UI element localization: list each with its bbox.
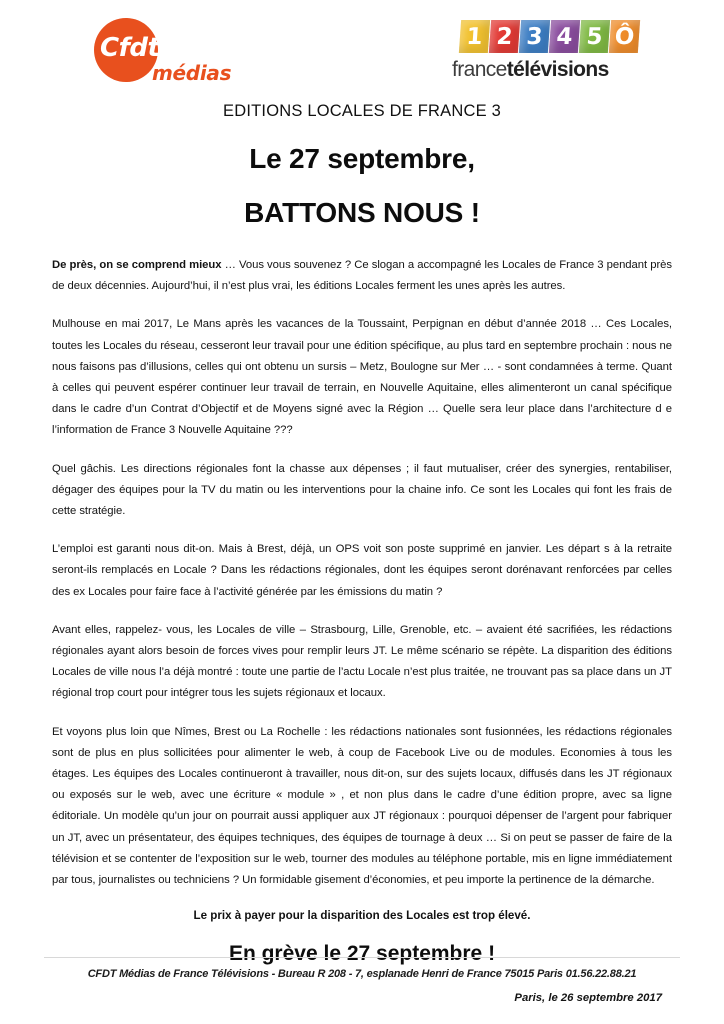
ftv-channel-1: 1	[459, 20, 490, 53]
document-signature: Paris, le 26 septembre 2017	[514, 992, 662, 1005]
page-title-line-2: BATTONS NOUS !	[244, 197, 480, 228]
ftv-channel-blocks	[460, 20, 642, 53]
paragraph-6: Et voyons plus loin que Nîmes, Brest ou La Rochelle : les rédactions nationales sont fusionnées, les rédactions régionales sont de plus en plus sollicitées pour alimenter le web, à coup de Facebook Live ou de modules. Economies à tous les étages. Les équipes des Locales continueront à travailler, nous dit-on, sur des sujets locaux, diffusés dans les JT régionaux ou exposés sur le web, avec une écriture « module » , et non plus dans le cadre d’une édition propre, avec sa ligne éditoriale. Un modèle qu’un jour on pourrait aussi appliquer aux JT régionaux : pourquoi dépenser de l’argent pour fabriquer un JT, avec un présentateur, des équipes techniques, des équipes de tournage à deux … Si on peut se passer de faire de la télévision et se contenter de l’exposition sur le web, tourner des modules au téléphone portable, mis en ligne immédiatement par tous, journalistes ou techniciens ? Un formidable gisement d’économies, et peu importe la pertinence de la démarche.	[52, 725, 672, 887]
closing-statement: Le prix à payer pour la disparition des Locales est trop élevé.	[193, 909, 531, 923]
document-header	[44, 0, 680, 98]
cfdt-wordmark: Cfdt:	[100, 33, 170, 63]
paragraph-1-lead: De près, on se comprend mieux	[52, 259, 222, 271]
ftv-wordmark-televisions: télévisions	[506, 58, 609, 81]
footer-contact-info: CFDT Médias de France Télévisions - Bureau R 208 - 7, esplanade Henri de France 75015 Paris 01.56.22.88.21	[87, 968, 637, 980]
paragraph-1	[52, 255, 672, 297]
ftv-channel-4: 4	[549, 20, 580, 53]
ftv-channel-2: 2	[489, 20, 520, 53]
strike-call-to-action: En grève le 27 septembre !	[228, 942, 496, 966]
cfdt-medias-logo	[94, 18, 284, 96]
paragraph-2: Mulhouse en mai 2017, Le Mans après les vacances de la Toussaint, Perpignan en début d’année 2018 … Ces Locales, toutes les Locales du réseau, cesseront leur travail pour une édition spécifique, au plus tard en septembre prochain : nous ne nous faisons pas d’illusions, celles qui ont obtenu un sursis – Metz, Boulogne sur Mer … - sont condamnées à terme. Quant à celles qui peuvent espérer continuer leur travail de terrain, en Nouvelle Aquitaine, elles alimenteront un canal spécifique dans le cadre d’un Contrat d’Objectif et de Moyens signé avec la Région … Quelle sera leur place dans l’architecture d e l’information de France 3 Nouvelle Aquitaine ???	[52, 318, 672, 437]
france-televisions-logo	[452, 20, 642, 82]
document-footer	[44, 957, 680, 980]
paragraph-5: Avant elles, rappelez- vous, les Locales de ville – Strasbourg, Lille, Grenoble, etc. – avaient été sacrifiées, les rédactions régionales ayant alors besoin de forces vives pour remplir leurs JT. Le même scénario se répète. La disparition des éditions Locales de ville nous l’a déjà montré : toute une partie de l’actu Locale n’est plus traitée, ne trouvant pas sa place dans un JT régional trop court pour intégrer tous les sujets régionaux et locaux.	[52, 623, 672, 700]
ftv-wordmark	[452, 58, 642, 82]
ftv-wordmark-france: france	[452, 58, 507, 81]
cfdt-medias-wordmark: médias	[152, 61, 232, 85]
page-title-line-1: Le 27 septembre,	[249, 143, 475, 174]
footer-divider	[44, 957, 680, 958]
ftv-channel-5: 5	[579, 20, 610, 53]
ftv-channel-outremer: Ô	[609, 20, 640, 53]
paragraph-1-rest: … Vous vous souvenez ? Ce slogan a accompagné les Locales de France 3 pendant près de deux décennies. Aujourd’hui, il n’est plus vrai, les éditions Locales ferment les unes après les autres.	[52, 259, 672, 293]
document-kicker: EDITIONS LOCALES DE FRANCE 3	[223, 102, 501, 120]
paragraph-4: L’emploi est garanti nous dit-on. Mais à Brest, déjà, un OPS voit son poste supprimé en janvier. Les départ s à la retraite seront-ils remplacés en Locale ? Dans les rédactions régionales, dont les équipes seront dorénavant renforcées par celles des ex Locales pour faire face à l’activité générée par les émissions du matin ?	[52, 543, 672, 598]
ftv-channel-3: 3	[519, 20, 550, 53]
document-body	[44, 255, 680, 1004]
paragraph-3: Quel gâchis. Les directions régionales font la chasse aux dépenses ; il faut mutualiser, créer des synergies, rentabiliser, dégager des équipes pour la TV du matin ou les interventions pour la chaine info. Ce sont les Locales qui font les frais de cette stratégie.	[52, 462, 672, 518]
